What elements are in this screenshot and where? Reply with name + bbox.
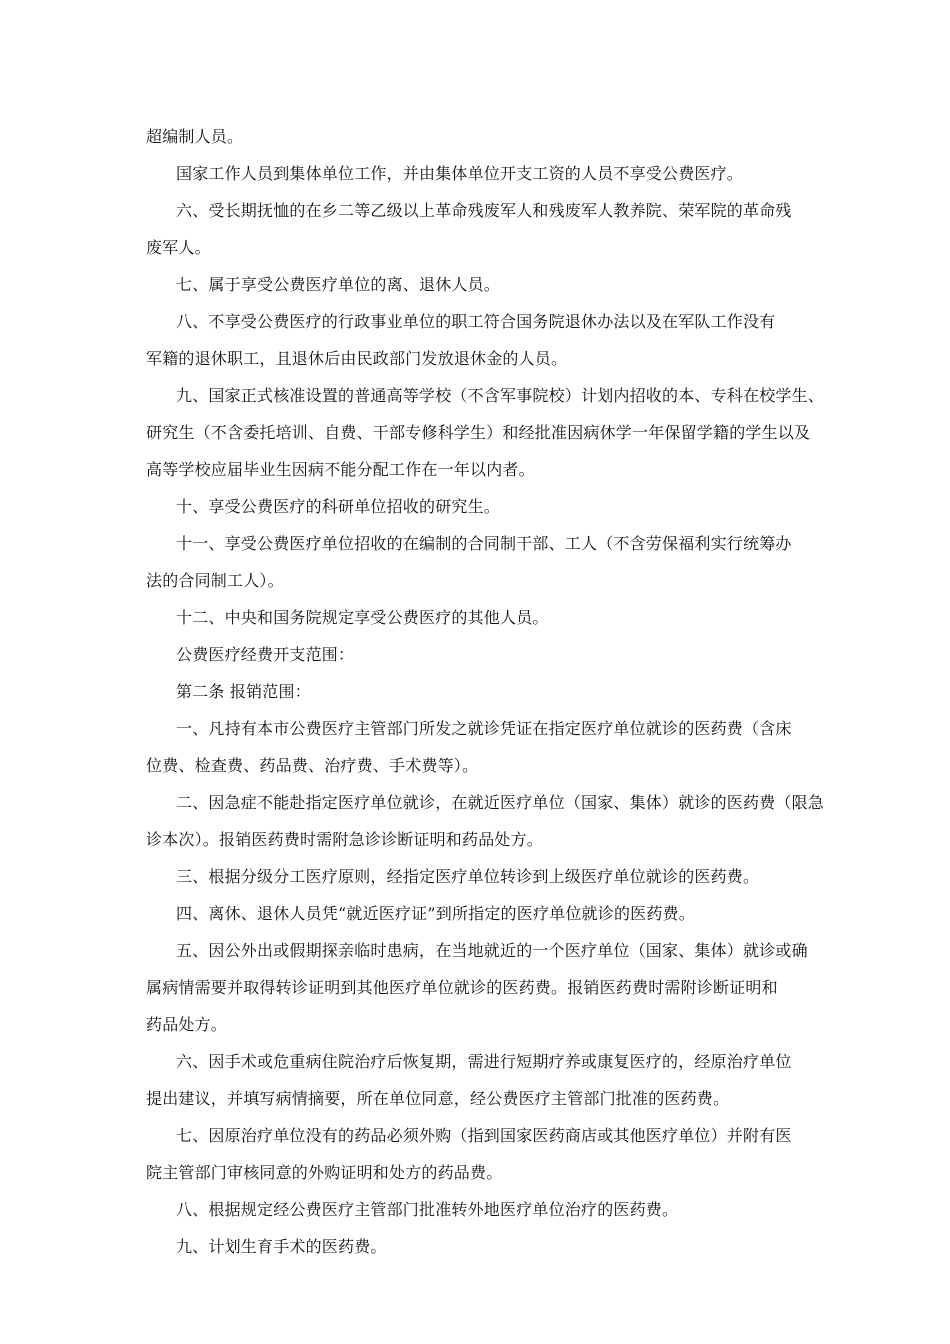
document-page (146, 118, 825, 1265)
text-line: 九、国家正式核准设置的普通高等学校（不含军事院校）计划内招收的本、专科在校学生、 (176, 386, 825, 405)
text-line: 二、因急症不能赴指定医疗单位就诊，在就近医疗单位（国家、集体）就诊的医药费（限急 (176, 793, 825, 812)
text-line: 五、因公外出或假期探亲临时患病，在当地就近的一个医疗单位（国家、集体）就诊或确 (176, 941, 808, 960)
text-line: 研究生（不含委托培训、自费、干部专修科学生）和经批准因病休学一年保留学籍的学生以及 (146, 423, 811, 442)
text-line: 六、因手术或危重病住院治疗后恢复期，需进行短期疗养或康复医疗的，经原治疗单位 (176, 1052, 792, 1071)
text-line: 超编制人员。 (146, 127, 244, 146)
text-line: 属病情需要并取得转诊证明到其他医疗单位就诊的医药费。报销医药费时需附诊断证明和 (146, 978, 778, 997)
text-line: 国家工作人员到集体单位工作，并由集体单位开支工资的人员不享受公费医疗。 (176, 164, 744, 183)
text-line: 高等学校应届毕业生因病不能分配工作在一年以内者。 (146, 460, 535, 479)
section-heading: 第二条 报销范围： (176, 682, 311, 701)
text-line: 十二、中央和国务院规定享受公费医疗的其他人员。 (176, 608, 549, 627)
text-line: 七、因原治疗单位没有的药品必须外购（指到国家医药商店或其他医疗单位）并附有医 (176, 1126, 792, 1145)
text-line: 药品处方。 (146, 1015, 228, 1034)
text-line: 一、凡持有本市公费医疗主管部门所发之就诊凭证在指定医疗单位就诊的医药费（含床 (176, 719, 792, 738)
text-line: 十、享受公费医疗的科研单位招收的研究生。 (176, 497, 501, 516)
text-line: 三、根据分级分工医疗原则，经指定医疗单位转诊到上级医疗单位就诊的医药费。 (176, 867, 760, 886)
text-line: 六、受长期抚恤的在乡二等乙级以上革命残废军人和残废军人教养院、荣军院的革命残 (176, 201, 792, 220)
text-line: 七、属于享受公费医疗单位的离、退休人员。 (176, 275, 501, 294)
text-line: 四、离休、退休人员凭“就近医疗证”到所指定的医疗单位就诊的医药费。 (176, 904, 695, 923)
text-line: 诊本次）。报销医药费时需附急诊诊断证明和药品处方。 (146, 830, 544, 849)
text-line: 位费、检查费、药品费、治疗费、手术费等）。 (146, 756, 479, 775)
text-line: 八、根据规定经公费医疗主管部门批准转外地医疗单位治疗的医药费。 (176, 1200, 679, 1219)
text-line: 院主管部门审核同意的外购证明和处方的药品费。 (146, 1163, 503, 1182)
text-line: 法的合同制工人）。 (146, 571, 284, 590)
text-line: 废军人。 (146, 238, 211, 257)
text-line: 十一、享受公费医疗单位招收的在编制的合同制干部、工人（不含劳保福利实行统筹办 (176, 534, 792, 553)
text-line: 军籍的退休职工，且退休后由民政部门发放退休金的人员。 (146, 349, 568, 368)
text-line: 八、不享受公费医疗的行政事业单位的职工符合国务院退休办法以及在军队工作没有 (176, 312, 776, 331)
text-line: 九、计划生育手术的医药费。 (176, 1237, 387, 1256)
text-line: 提出建议，并填写病情摘要，所在单位同意，经公费医疗主管部门批准的医药费。 (146, 1089, 730, 1108)
text-line: 公费医疗经费开支范围： (176, 645, 355, 664)
